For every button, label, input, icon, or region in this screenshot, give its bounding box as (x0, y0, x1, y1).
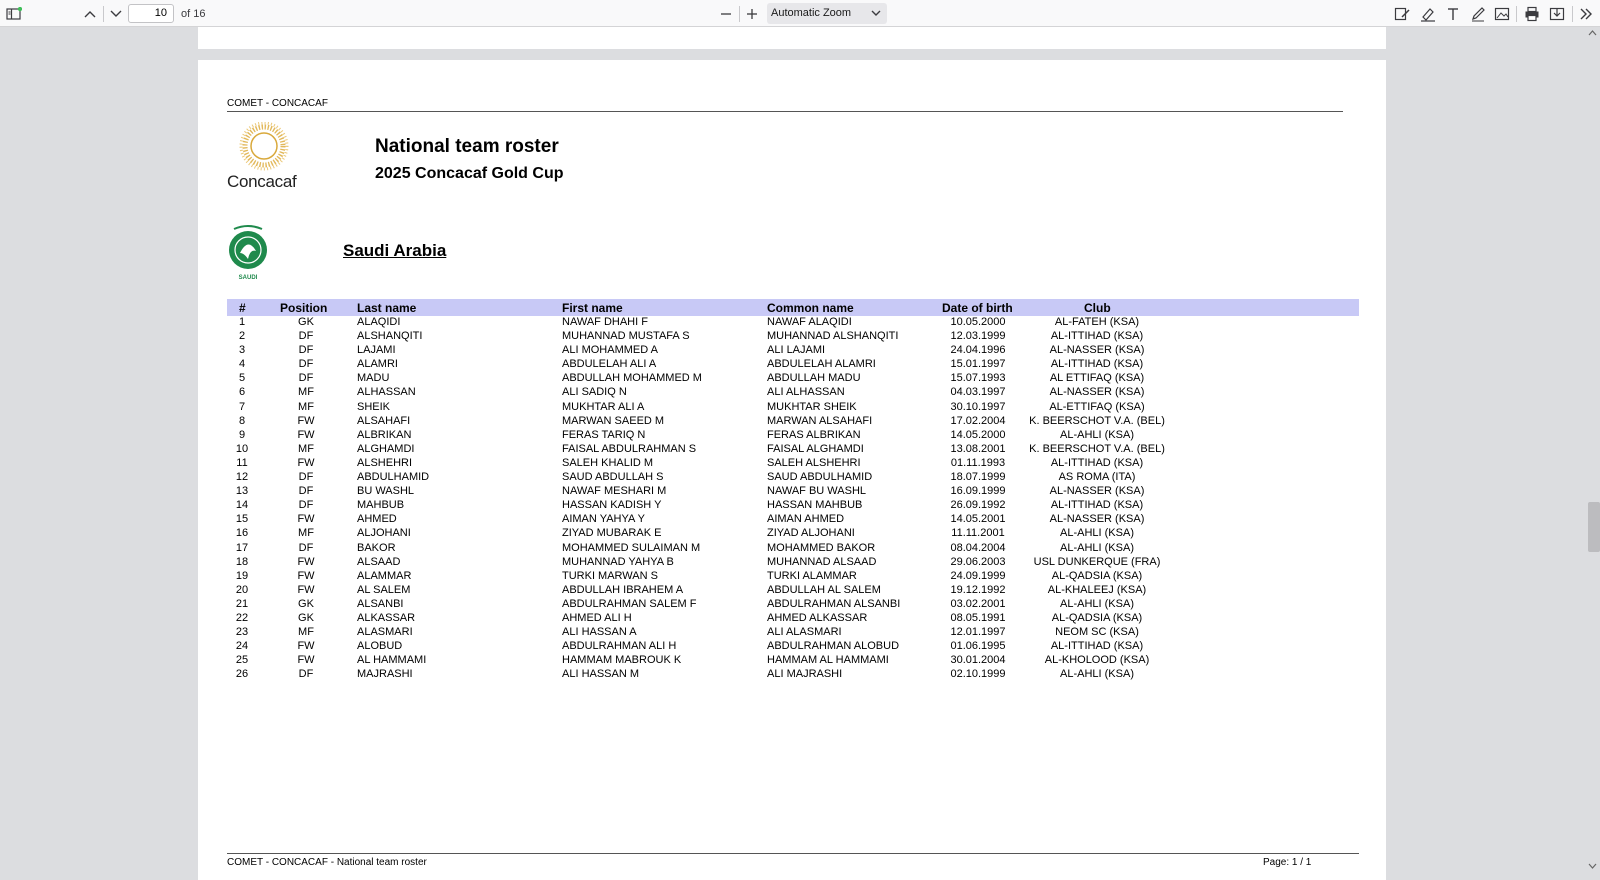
player-position: DF (298, 372, 314, 385)
player-position: DF (298, 330, 314, 343)
page-number-input[interactable]: 10 (128, 4, 174, 23)
player-first-name: NAWAF MESHARI M (562, 485, 667, 498)
player-number: 26 (235, 668, 249, 681)
player-common-name: FAISAL ALGHAMDI (767, 442, 864, 455)
player-number: 25 (235, 654, 249, 667)
player-date-of-birth: 02.10.1999 (950, 668, 1006, 681)
column-header-number: # (239, 301, 246, 315)
player-number: 14 (235, 499, 249, 512)
table-row (227, 584, 1359, 598)
player-club: AL-ITTIHAD (KSA) (1050, 499, 1144, 512)
edit-pdf-button[interactable] (1392, 4, 1412, 24)
player-last-name: ALSHEHRI (357, 456, 413, 469)
player-common-name: ABDULELAH ALAMRI (767, 358, 876, 371)
player-position: FW (297, 456, 315, 469)
player-number: 19 (235, 569, 249, 582)
player-date-of-birth: 14.05.2001 (950, 513, 1006, 526)
player-common-name: AHMED ALKASSAR (767, 611, 868, 624)
tools-menu-button[interactable] (1576, 4, 1596, 24)
player-first-name: HASSAN KADISH Y (562, 499, 662, 512)
player-position: MF (298, 400, 314, 413)
player-position: FW (297, 569, 315, 582)
sidebar-toggle-button[interactable] (4, 4, 24, 24)
player-number: 21 (235, 597, 249, 610)
player-last-name: ALJOHANI (357, 527, 411, 540)
player-common-name: HASSAN MAHBUB (767, 499, 863, 512)
player-last-name: ALASMARI (357, 626, 413, 639)
sidebar-icon (6, 7, 22, 21)
player-common-name: SAUD ABDULHAMID (767, 471, 873, 484)
player-number: 22 (235, 611, 249, 624)
player-date-of-birth: 15.01.1997 (950, 358, 1006, 371)
player-last-name: ALSAAD (357, 555, 401, 568)
player-first-name: ALI HASSAN A (562, 626, 637, 639)
player-common-name: FERAS ALBRIKAN (767, 428, 861, 441)
table-row (227, 429, 1359, 443)
player-position: MF (298, 527, 314, 540)
player-first-name: ALI HASSAN M (562, 668, 640, 681)
player-last-name: ALAMRI (357, 358, 398, 371)
player-common-name: ALI ALHASSAN (767, 386, 845, 399)
player-date-of-birth: 10.05.2000 (950, 316, 1006, 328)
scrollbar-thumb[interactable] (1588, 502, 1600, 552)
plus-icon (746, 8, 758, 20)
player-club: AL-ITTIHAD (KSA) (1050, 456, 1144, 469)
player-first-name: ABDULLAH IBRAHEM A (562, 583, 684, 596)
vertical-scrollbar[interactable] (1585, 27, 1600, 872)
table-row (227, 542, 1359, 556)
add-text-button[interactable] (1443, 4, 1463, 24)
player-first-name: SALEH KHALID M (562, 456, 654, 469)
player-number: 9 (238, 428, 246, 441)
player-number: 1 (238, 316, 246, 328)
player-common-name: NAWAF ALAQIDI (767, 316, 852, 328)
player-first-name: ABDULELAH ALI A (562, 358, 657, 371)
player-club: AL-NASSER (KSA) (1049, 386, 1145, 399)
table-row (227, 457, 1359, 471)
player-club: NEOM SC (KSA) (1055, 626, 1139, 639)
roster-table-header (227, 299, 1359, 316)
player-first-name: HAMMAM MABROUK K (562, 654, 682, 667)
player-position: DF (298, 358, 314, 371)
add-image-button[interactable] (1492, 4, 1512, 24)
player-club: AL-ITTIHAD (KSA) (1050, 358, 1144, 371)
table-row (227, 415, 1359, 429)
page-footer-number: Page: 1 / 1 (1263, 857, 1312, 868)
player-date-of-birth: 14.05.2000 (950, 428, 1006, 441)
player-first-name: SAUD ABDULLAH S (562, 471, 664, 484)
player-club: AL-AHLI (KSA) (1060, 541, 1134, 554)
player-first-name: MUHANNAD YAHYA B (562, 555, 674, 568)
player-club: AL-QADSIA (KSA) (1051, 569, 1143, 582)
zoom-select-value: Automatic Zoom (771, 7, 852, 19)
player-date-of-birth: 17.02.2004 (950, 414, 1006, 427)
player-date-of-birth: 13.08.2001 (950, 442, 1006, 455)
player-club: AL-AHLI (KSA) (1060, 527, 1134, 540)
saudi-federation-crest (226, 223, 270, 281)
player-position: DF (298, 471, 314, 484)
table-row (227, 372, 1359, 386)
player-first-name: AIMAN YAHYA Y (562, 513, 645, 526)
player-last-name: ALGHAMDI (357, 442, 415, 455)
player-first-name: TURKI MARWAN S (562, 569, 658, 582)
player-last-name: ALKASSAR (357, 611, 416, 624)
table-row (227, 654, 1359, 668)
player-position: FW (297, 583, 315, 596)
player-date-of-birth: 11.11.2001 (951, 527, 1005, 540)
zoom-out-button[interactable] (716, 4, 736, 24)
player-club: AL-NASSER (KSA) (1049, 513, 1145, 526)
player-common-name: ABDULRAHMAN ALOBUD (767, 640, 900, 653)
player-common-name: MUHANNAD ALSAAD (767, 555, 877, 568)
player-date-of-birth: 18.07.1999 (950, 471, 1006, 484)
previous-page-button[interactable] (80, 4, 100, 24)
table-row (227, 386, 1359, 400)
player-position: MF (298, 386, 314, 399)
player-date-of-birth: 24.04.1996 (950, 344, 1006, 357)
concacaf-sun-icon (226, 122, 308, 172)
crest-label: SAUDI (238, 275, 258, 281)
player-common-name: ALI ALASMARI (767, 626, 842, 639)
zoom-in-button[interactable] (742, 4, 762, 24)
player-date-of-birth: 12.01.1997 (950, 626, 1006, 639)
player-first-name: NAWAF DHAHI F (562, 316, 648, 328)
player-last-name: SHEIK (357, 400, 391, 413)
player-date-of-birth: 04.03.1997 (950, 386, 1006, 399)
player-position: GK (298, 611, 314, 624)
player-date-of-birth: 08.05.1991 (950, 611, 1006, 624)
player-last-name: ALAMMAR (357, 569, 412, 582)
table-row (227, 556, 1359, 570)
toolbar-separator (103, 6, 104, 22)
header-rule (227, 111, 1343, 112)
player-last-name: ALSHANQITI (357, 330, 423, 343)
image-icon (1494, 7, 1510, 21)
table-row (227, 344, 1359, 358)
player-first-name: ABDULLAH MOHAMMED M (562, 372, 702, 385)
player-last-name: ALAQIDI (357, 316, 401, 328)
player-last-name: AHMED (357, 513, 397, 526)
player-date-of-birth: 30.01.2004 (950, 654, 1006, 667)
draw-button[interactable] (1468, 4, 1488, 24)
player-club: AS ROMA (ITA) (1058, 471, 1136, 484)
pdf-page (198, 60, 1386, 880)
player-position: MF (298, 442, 314, 455)
player-common-name: HAMMAM AL HAMMAMI (767, 654, 889, 667)
player-first-name: FERAS TARIQ N (562, 428, 646, 441)
column-header-last-name: Last name (357, 301, 417, 315)
player-number: 18 (235, 555, 249, 568)
player-first-name: ZIYAD MUBARAK E (562, 527, 662, 540)
player-club: AL-FATEH (KSA) (1054, 316, 1140, 328)
player-last-name: LAJAMI (357, 344, 396, 357)
player-common-name: NAWAF BU WASHL (767, 485, 867, 498)
edit-document-icon (1394, 6, 1410, 22)
previous-page-bottom (198, 27, 1386, 49)
column-header-first-name: First name (562, 301, 623, 315)
player-club: AL-KHOLOOD (KSA) (1044, 654, 1150, 667)
document-title: National team roster (375, 136, 559, 157)
chevron-down-icon (110, 10, 122, 18)
player-last-name: MAHBUB (357, 499, 405, 512)
column-header-common-name: Common name (767, 301, 854, 315)
table-row (227, 499, 1359, 513)
player-common-name: AIMAN AHMED (767, 513, 845, 526)
player-club: AL-ITTIHAD (KSA) (1050, 640, 1144, 653)
player-date-of-birth: 08.04.2004 (950, 541, 1006, 554)
player-number: 3 (238, 344, 246, 357)
player-last-name: ALSANBI (357, 597, 404, 610)
toolbar-separator (1516, 6, 1517, 22)
player-number: 2 (238, 330, 246, 343)
player-position: DF (298, 499, 314, 512)
column-header-position: Position (280, 301, 328, 315)
table-row (227, 527, 1359, 541)
player-first-name: ABDULRAHMAN ALI H (562, 640, 677, 653)
printer-icon (1524, 6, 1540, 22)
player-last-name: ABDULHAMID (357, 471, 430, 484)
table-row (227, 443, 1359, 457)
chevron-down-icon (871, 3, 881, 24)
player-date-of-birth: 19.12.1992 (950, 583, 1006, 596)
player-club: USL DUNKERQUE (FRA) (1033, 555, 1161, 568)
player-number: 13 (235, 485, 249, 498)
player-number: 7 (238, 400, 246, 413)
player-date-of-birth: 24.09.1999 (950, 569, 1006, 582)
table-row (227, 612, 1359, 626)
player-last-name: ALOBUD (357, 640, 403, 653)
table-row (227, 358, 1359, 372)
print-button[interactable] (1522, 4, 1542, 24)
player-club: AL-AHLI (KSA) (1060, 668, 1134, 681)
table-row (227, 485, 1359, 499)
player-position: FW (297, 654, 315, 667)
player-common-name: ABDULRAHMAN ALSANBI (767, 597, 901, 610)
player-first-name: ALI MOHAMMED A (562, 344, 658, 357)
toolbar-separator (1572, 6, 1573, 22)
player-last-name: BAKOR (357, 541, 396, 554)
player-position: DF (298, 344, 314, 357)
player-club: AL-KHALEEJ (KSA) (1047, 583, 1147, 596)
text-icon (1446, 7, 1460, 21)
download-icon (1549, 6, 1565, 22)
player-last-name: ALBRIKAN (357, 428, 412, 441)
minus-icon (720, 8, 732, 20)
player-club: AL-NASSER (KSA) (1049, 344, 1145, 357)
player-number: 4 (238, 358, 246, 371)
player-position: GK (298, 597, 314, 610)
player-last-name: AL SALEM (357, 583, 411, 596)
player-position: FW (297, 428, 315, 441)
player-position: DF (298, 485, 314, 498)
player-last-name: ALHASSAN (357, 386, 416, 399)
table-row (227, 401, 1359, 415)
player-position: FW (297, 414, 315, 427)
player-last-name: MAJRASHI (357, 668, 413, 681)
player-position: FW (297, 640, 315, 653)
column-header-club: Club (1084, 301, 1111, 315)
player-number: 20 (235, 583, 249, 596)
player-last-name: AL HAMMAMI (357, 654, 427, 667)
player-common-name: MUHANNAD ALSHANQITI (767, 330, 899, 343)
pdf-toolbar (0, 0, 1600, 27)
player-position: GK (298, 316, 314, 328)
player-club: K. BEERSCHOT V.A. (BEL) (1029, 414, 1165, 427)
player-first-name: MUKHTAR ALI A (562, 400, 645, 413)
player-common-name: MOHAMMED BAKOR (767, 541, 876, 554)
player-first-name: ABDULRAHMAN SALEM F (562, 597, 697, 610)
player-date-of-birth: 01.06.1995 (950, 640, 1006, 653)
player-club: AL-QADSIA (KSA) (1051, 611, 1143, 624)
save-button[interactable] (1547, 4, 1567, 24)
table-row (227, 640, 1359, 654)
pen-icon (1470, 6, 1486, 22)
player-last-name: BU WASHL (357, 485, 415, 498)
roster-table-body (227, 316, 1359, 682)
player-number: 24 (235, 640, 249, 653)
player-first-name: ALI SADIQ N (562, 386, 627, 399)
table-row (227, 330, 1359, 344)
scroll-down-arrow-icon[interactable] (1588, 862, 1597, 870)
player-date-of-birth: 15.07.1993 (950, 372, 1006, 385)
double-chevron-right-icon (1579, 8, 1593, 20)
player-date-of-birth: 29.06.2003 (950, 555, 1006, 568)
table-row (227, 668, 1359, 682)
player-last-name: ALSAHAFI (357, 414, 411, 427)
player-common-name: ABDULLAH MADU (767, 372, 861, 385)
player-date-of-birth: 16.09.1999 (950, 485, 1006, 498)
table-row (227, 471, 1359, 485)
player-number: 16 (235, 527, 249, 540)
footer-rule (227, 853, 1359, 854)
player-date-of-birth: 30.10.1997 (950, 400, 1006, 413)
player-number: 15 (235, 513, 249, 526)
page-header: COMET - CONCACAF (227, 98, 328, 109)
player-position: DF (298, 541, 314, 554)
player-club: K. BEERSCHOT V.A. (BEL) (1029, 442, 1165, 455)
page-footer: COMET - CONCACAF - National team roster (227, 857, 427, 868)
zoom-select[interactable] (767, 3, 887, 24)
player-number: 5 (238, 372, 246, 385)
player-number: 23 (235, 626, 249, 639)
concacaf-logo-text: Concacaf (227, 172, 297, 191)
player-first-name: MUHANNAD MUSTAFA S (562, 330, 690, 343)
player-club: AL-AHLI (KSA) (1060, 428, 1134, 441)
player-common-name: MUKHTAR SHEIK (767, 400, 857, 413)
player-number: 10 (235, 442, 249, 455)
player-first-name: MOHAMMED SULAIMAN M (562, 541, 701, 554)
player-common-name: ZIYAD ALJOHANI (767, 527, 855, 540)
player-position: FW (297, 555, 315, 568)
next-page-button[interactable] (106, 4, 126, 24)
table-row (227, 598, 1359, 612)
player-position: MF (298, 626, 314, 639)
player-number: 17 (235, 541, 249, 554)
table-row (227, 316, 1359, 330)
player-club: AL-NASSER (KSA) (1049, 485, 1145, 498)
player-first-name: AHMED ALI H (562, 611, 632, 624)
player-club: AL ETTIFAQ (KSA) (1049, 372, 1145, 385)
player-date-of-birth: 01.11.1993 (950, 456, 1006, 469)
highlight-button[interactable] (1418, 4, 1438, 24)
player-number: 6 (238, 386, 246, 399)
player-date-of-birth: 03.02.2001 (950, 597, 1006, 610)
player-date-of-birth: 26.09.1992 (950, 499, 1006, 512)
player-number: 12 (235, 471, 249, 484)
player-date-of-birth: 12.03.1999 (950, 330, 1006, 343)
toolbar-separator (739, 6, 740, 22)
player-last-name: MADU (357, 372, 390, 385)
saudi-crest-icon (226, 223, 270, 281)
player-common-name: ALI LAJAMI (767, 344, 826, 357)
table-row (227, 626, 1359, 640)
player-common-name: MARWAN ALSAHAFI (767, 414, 873, 427)
player-first-name: FAISAL ABDULRAHMAN S (562, 442, 697, 455)
player-club: AL-ETTIFAQ (KSA) (1049, 400, 1145, 413)
player-common-name: ABDULLAH AL SALEM (767, 583, 881, 596)
chevron-up-icon (84, 10, 96, 18)
scroll-up-arrow-icon[interactable] (1588, 29, 1597, 37)
page-count-label: of 16 (181, 8, 206, 20)
player-club: AL-AHLI (KSA) (1060, 597, 1134, 610)
document-subtitle: 2025 Concacaf Gold Cup (375, 165, 564, 182)
country-heading: Saudi Arabia (343, 241, 447, 260)
player-number: 11 (236, 456, 248, 469)
player-first-name: MARWAN SAEED M (562, 414, 665, 427)
player-number: 8 (238, 414, 246, 427)
player-position: DF (298, 668, 314, 681)
highlighter-icon (1420, 6, 1436, 22)
column-header-date-of-birth: Date of birth (942, 301, 1013, 315)
player-common-name: ALI MAJRASHI (767, 668, 843, 681)
player-common-name: TURKI ALAMMAR (767, 569, 857, 582)
player-club: AL-ITTIHAD (KSA) (1050, 330, 1144, 343)
player-common-name: SALEH ALSHEHRI (767, 456, 861, 469)
player-position: FW (297, 513, 315, 526)
table-row (227, 570, 1359, 584)
table-row (227, 513, 1359, 527)
